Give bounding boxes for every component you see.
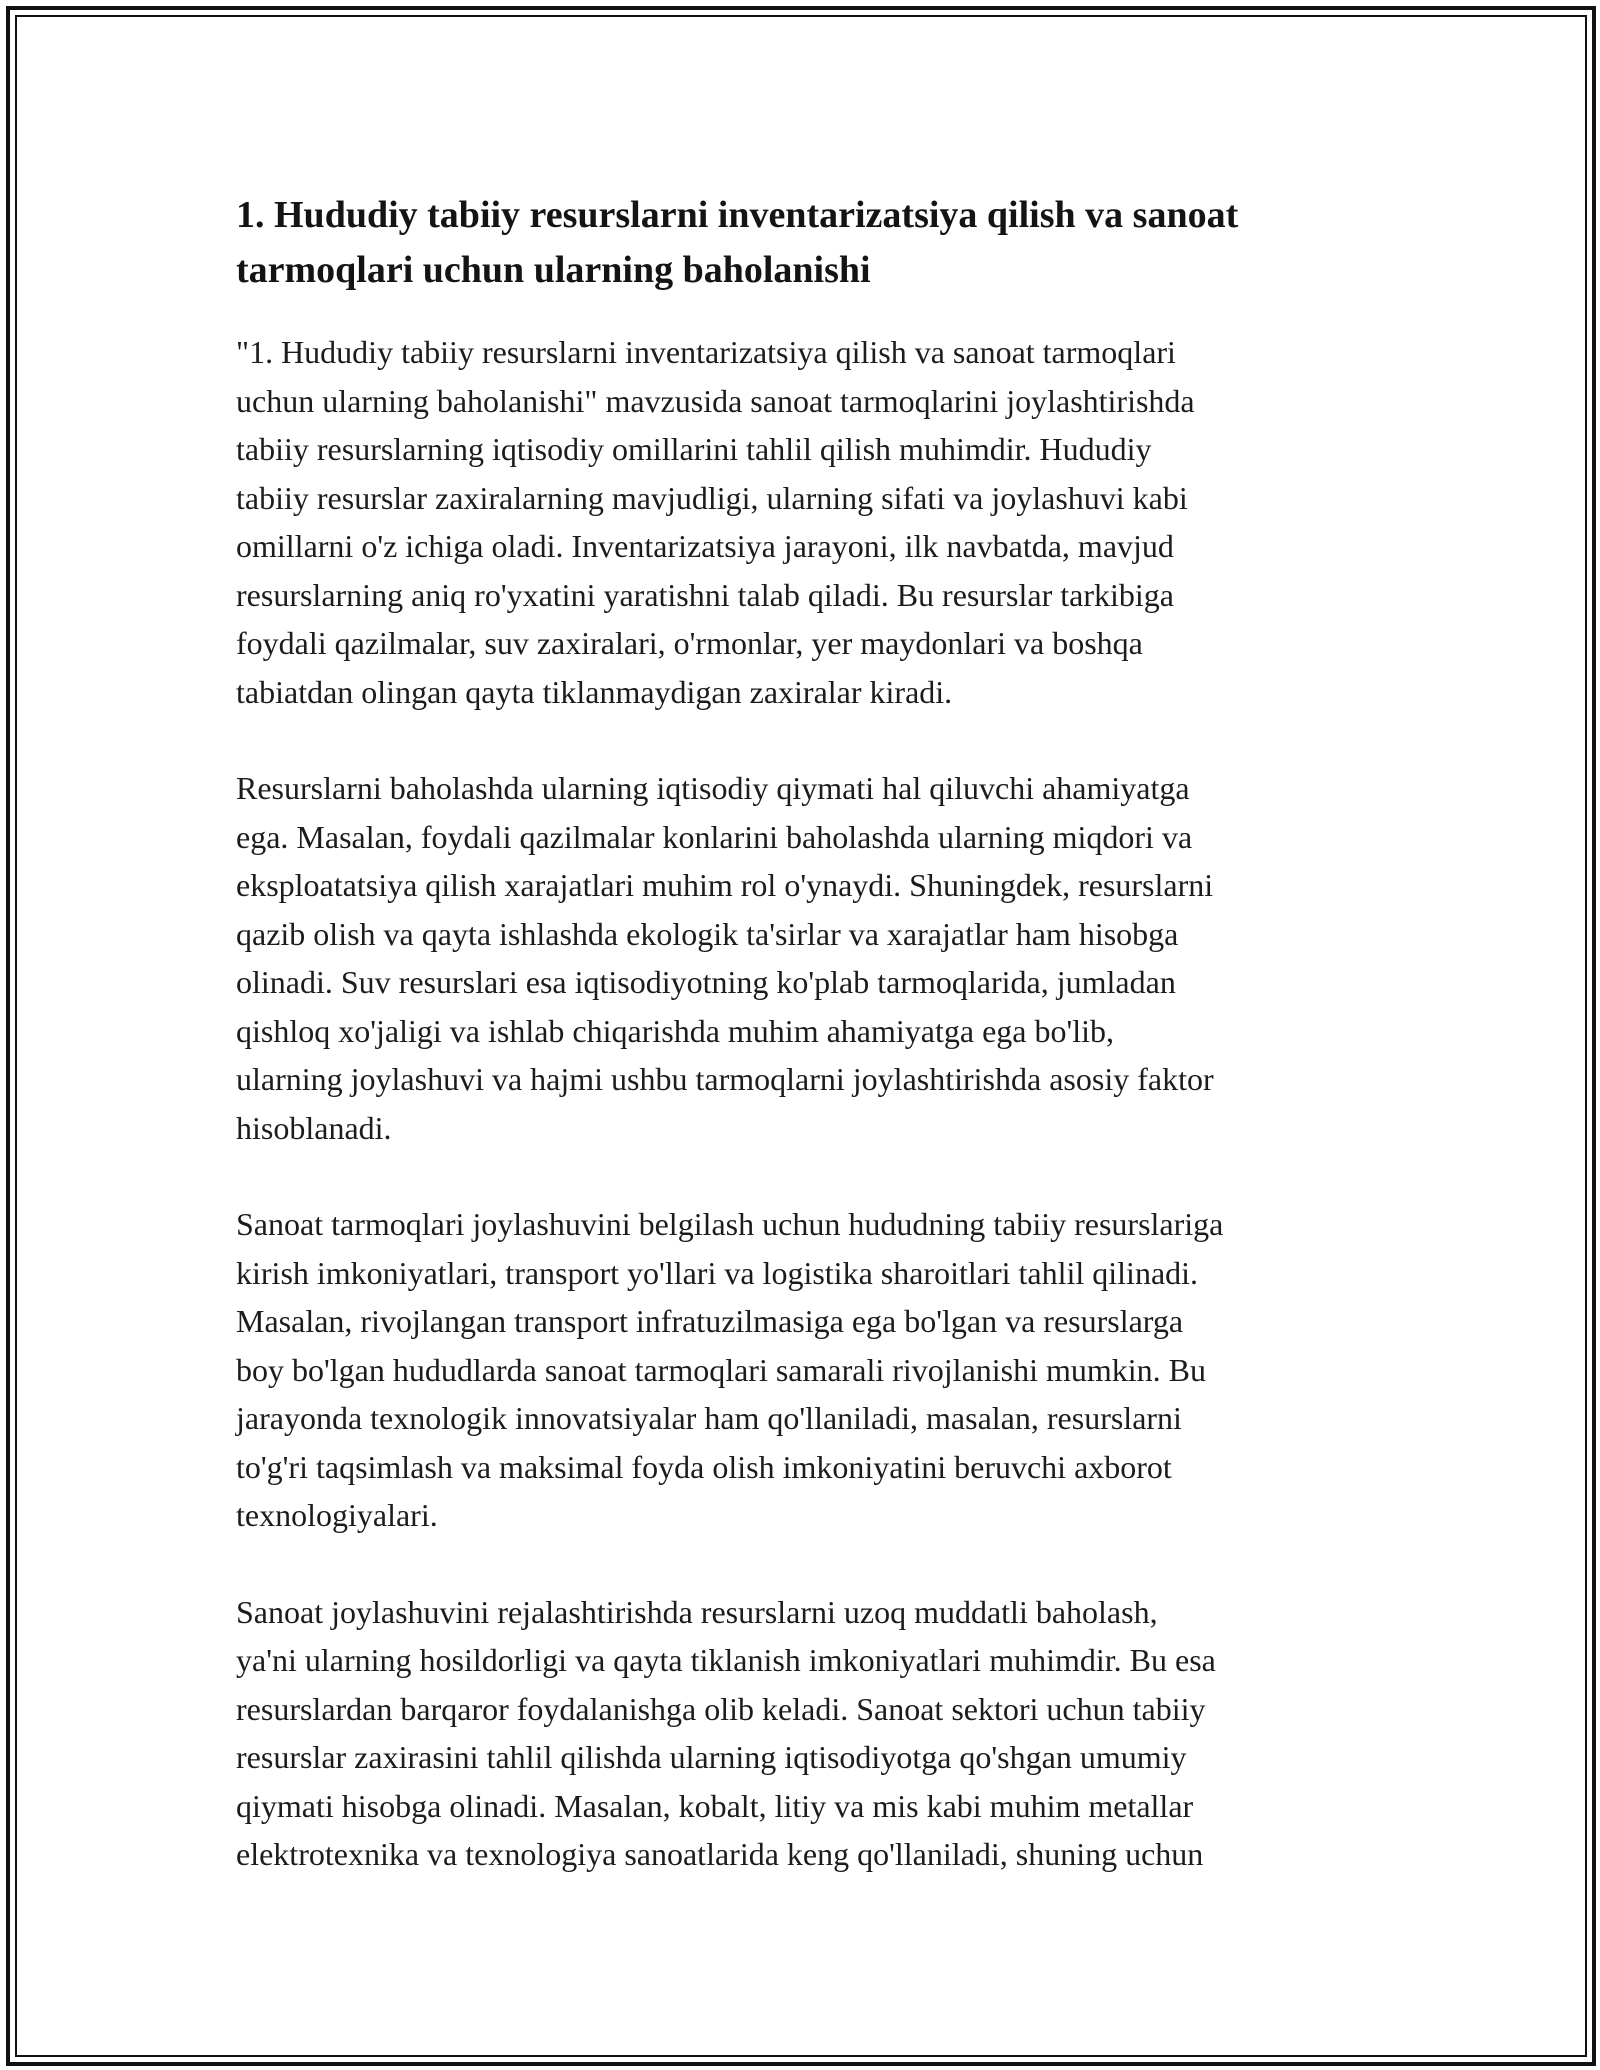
text-line: Sanoat joylashuvini rejalashtirishda resurslarni uzoq muddatli baholash, — [236, 1593, 1158, 1630]
text-line: tabiiy resurslar zaxiralarning mavjudligi, ularning sifati va joylashuvi kabi — [236, 479, 1188, 516]
text-line: kirish imkoniyatlari, transport yo'llari va logistika sharoitlari tahlil qilinadi. — [236, 1254, 1199, 1291]
text-line: eksploatatsiya qilish xarajatlari muhim rol o'ynaydi. Shuningdek, resurslarni — [236, 867, 1214, 903]
section-heading — [236, 188, 1376, 298]
text-line: omillarni o'z ichiga oladi. Inventarizatsiya jarayoni, ilk navbatda, mavjud — [236, 528, 1174, 564]
text-line: hisoblanadi. — [236, 1109, 392, 1146]
heading-line: tarmoqlari uchun ularning baholanishi — [236, 249, 871, 291]
paragraph-4 — [236, 1588, 1376, 1879]
text-line: tabiatdan olingan qayta tiklanmaydigan zaxiralar kiradi. — [236, 673, 953, 710]
text-line: resurslar zaxirasini tahlil qilishda ularning iqtisodiyotga qo'shgan umumiy — [236, 1739, 1187, 1775]
paragraph-1 — [236, 328, 1376, 716]
text-line: foydali qazilmalar, suv zaxiralari, o'rmonlar, yer maydonlari va boshqa — [236, 625, 1143, 661]
text-line: Masalan, rivojlangan transport infratuzilmasiga ega bo'lgan va resurslarga — [236, 1303, 1184, 1339]
text-line: uchun ularning baholanishi" mavzusida sanoat tarmoqlarini joylashtirishda — [236, 382, 1195, 419]
text-line: boy bo'lgan hududlarda sanoat tarmoqlari samarali rivojlanishi mumkin. Bu — [236, 1351, 1207, 1388]
text-line: resurslarning aniq ro'yxatini yaratishni talab qiladi. Bu resurslar tarkibiga — [236, 576, 1174, 613]
text-line: resurslardan barqaror foydalanishga olib keladi. Sanoat sektori uchun tabiiy — [236, 1690, 1206, 1727]
text-line: ularning joylashuvi va hajmi ushbu tarmoqlarni joylashtirishda asosiy faktor — [236, 1061, 1214, 1097]
text-line: Sanoat tarmoqlari joylashuvini belgilash uchun hududning tabiiy resurslariga — [236, 1206, 1224, 1242]
paragraph-2 — [236, 764, 1376, 1152]
text-line: elektrotexnika va texnologiya sanoatlarida keng qo'llaniladi, shuning uchun — [236, 1836, 1204, 1872]
paragraph-3 — [236, 1200, 1376, 1540]
heading-line: 1. Hududiy tabiiy resurslarni inventarizatsiya qilish va sanoat — [236, 194, 1239, 236]
text-line: qazib olish va qayta ishlashda ekologik ta'sirlar va xarajatlar ham hisobga — [236, 915, 1179, 952]
text-line: Resurslarni baholashda ularning iqtisodiy qiymati hal qiluvchi ahamiyatga — [236, 770, 1190, 806]
text-line: ya'ni ularning hosildorligi va qayta tiklanish imkoniyatlari muhimdir. Bu esa — [236, 1642, 1216, 1678]
document-page — [236, 188, 1376, 1927]
text-line: to'g'ri taqsimlash va maksimal foyda olish imkoniyatini beruvchi axborot — [236, 1448, 1172, 1485]
text-line: jarayonda texnologik innovatsiyalar ham qo'llaniladi, masalan, resurslarni — [236, 1400, 1182, 1436]
text-line: texnologiyalari. — [236, 1497, 438, 1533]
text-line: qiymati hisobga olinadi. Masalan, kobalt, litiy va mis kabi muhim metallar — [236, 1787, 1194, 1824]
text-line: ega. Masalan, foydali qazilmalar konlarini baholashda ularning miqdori va — [236, 818, 1193, 855]
text-line: tabiiy resurslarning iqtisodiy omillarini tahlil qilish muhimdir. Hududiy — [236, 431, 1152, 467]
text-line: olinadi. Suv resurslari esa iqtisodiyotning ko'plab tarmoqlarida, jumladan — [236, 964, 1176, 1000]
text-line: "1. Hududiy tabiiy resurslarni inventarizatsiya qilish va sanoat tarmoqlari — [236, 334, 1176, 370]
text-line: qishloq xo'jaligi va ishlab chiqarishda muhim ahamiyatga ega bo'lib, — [236, 1012, 1115, 1049]
